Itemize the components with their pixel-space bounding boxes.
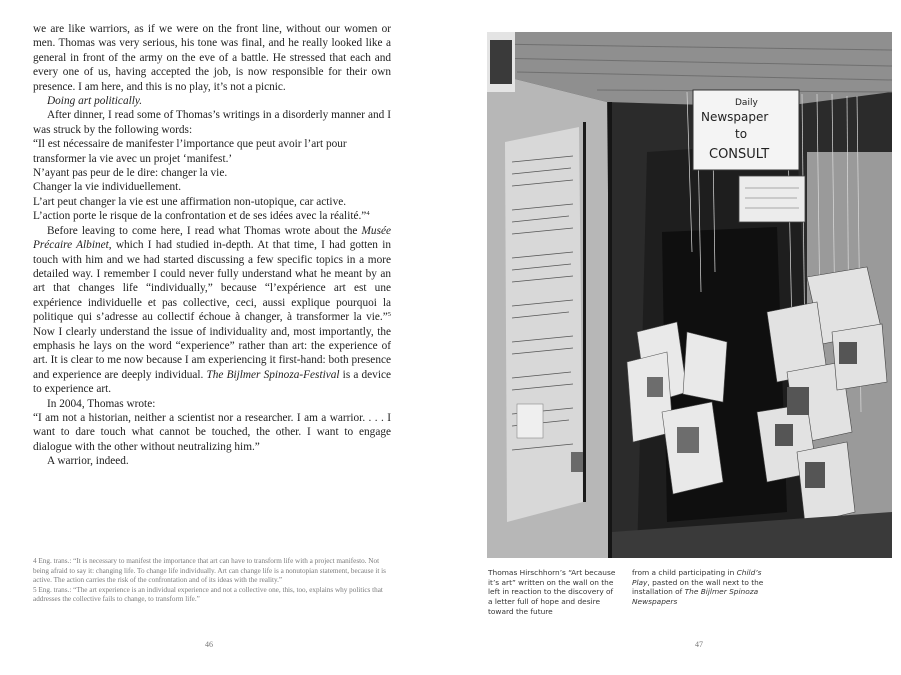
- sign-text: Newspaper: [701, 110, 769, 124]
- sign-text: Daily: [735, 98, 758, 108]
- text-run: Now I clearly understand the issue of individuality and, most importantly, the emphasis he lays on the word “experience” rather than art: the experience of art. It is clear to me now because I am experiencing it first-hand: both presence and experience are deeply individual.: [33, 325, 391, 381]
- caption-run: , pasted on the wall next to the installation of: [632, 577, 764, 597]
- installation-photo: [487, 32, 892, 558]
- footnote-ref[interactable]: 4: [366, 210, 370, 218]
- footnote: 4 Eng. trans.: “It is necessary to manifest the importance that art can have to transform life with a project manifesto. Not being afraid to say it: changing life. To change life individually. Art can change life is a nonutopian statement, because it is active. The action carries the risk of the confrontation and of its ideas with the reality.”: [33, 557, 386, 585]
- caption-run: from a child participating in: [632, 568, 737, 577]
- quote-text: L’action porte le risque de la confrontation et de ses idées avec la réalité.”: [33, 210, 367, 223]
- footnote-ref[interactable]: 5: [387, 311, 391, 319]
- italic-title: The Bijlmer Spinoza-Festival: [206, 368, 340, 381]
- photo-caption-col1: Thomas Hirschhorn’s “Art because it’s art” written on the wall on the left in reaction to the discovery of a letter full of hope and desire toward the future: [488, 568, 616, 616]
- body-text: [33, 22, 391, 469]
- text-run: is a device to experience art.: [33, 368, 391, 396]
- paragraph: A warrior, indeed.: [47, 455, 129, 468]
- sign-text: CONSULT: [709, 147, 770, 162]
- paragraph: “I am not a historian, neither a scientist nor a researcher. I am a warrior. . . . I want to dare touch what cannot be touched, the other. I want to engage dialogue with the other without neutralizing him.”: [33, 411, 391, 453]
- italic-title: Musée Précaire Albinet: [33, 224, 391, 252]
- paragraph: we are like warriors, as if we were on the front line, without our women or men. Thomas was very serious, his tone was final, and he really looked like a general in front of the army on the eve of a battle. He stressed that each and every one of us, having accepted the job, is now responsible for their own presence. I am here, and this is no play, it’s not a picnic.: [33, 23, 391, 93]
- caption-title: Child’s Play: [632, 568, 762, 587]
- paragraph: [33, 224, 391, 397]
- quote-line: Changer la vie individuellement.: [33, 181, 182, 194]
- caption-title: The Bijlmer Spinoza Newspapers: [632, 587, 759, 607]
- photo-caption-col2: [632, 568, 772, 607]
- sign-text: to: [735, 127, 748, 141]
- paragraph: In 2004, Thomas wrote:: [47, 397, 156, 410]
- text-run: , which I had studied in-depth. At that time, I had gotten in touch with him and we had started discussing a few specific topics in a more detailed way. I remember I could never fully understand what he meant by an art that changes life “individually,” because “l’expérience art est une expérience individuelle et pas collective, ceci, aussi explique pourquoi la politique qui s’adresse au collectif échoue à changer, à transformer la vie.”: [33, 239, 391, 324]
- quote-line: “Il est nécessaire de manifester l’importance que peut avoir l’art pour transformer la vie avec un projet ‘manifest.’: [33, 138, 347, 165]
- paragraph: Doing art politically.: [47, 95, 143, 108]
- footnote: 5 Eng. trans.: “The art experience is an individual experience and not a collective one, this, too, explains why politics that addresses the collective fails to change, to transform life.”: [33, 585, 383, 604]
- quote-line: N’ayant pas peur de le dire: changer la vie.: [33, 167, 228, 180]
- paragraph: After dinner, I read some of Thomas’s writings in a disorderly manner and I was struck by the following words:: [33, 109, 391, 136]
- text-run: Before leaving to come here, I read what Thomas wrote about the: [47, 224, 362, 237]
- page-number: 46: [205, 640, 213, 649]
- right-page: [450, 0, 901, 675]
- quote-line: L’art peut changer la vie est une affirmation non-utopique, car active.: [33, 195, 347, 208]
- left-page: [0, 0, 450, 675]
- footnotes: [33, 557, 388, 605]
- page-number: 47: [695, 640, 703, 649]
- quote-line: [33, 209, 391, 223]
